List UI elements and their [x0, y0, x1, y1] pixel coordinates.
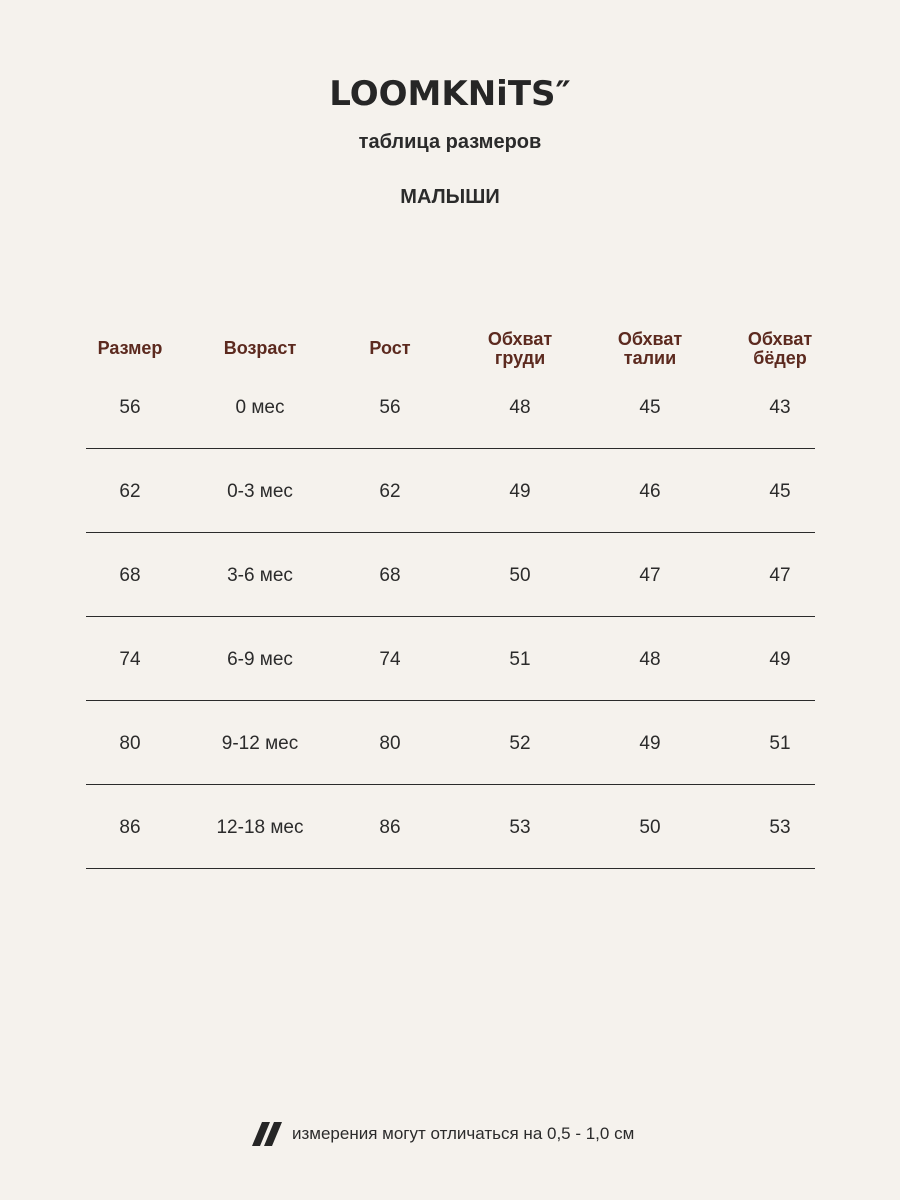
row-divider: [86, 700, 815, 701]
header-size-label: Размер: [97, 338, 163, 358]
cell-age: 0 мес: [235, 397, 285, 418]
header-height-label: Рост: [369, 338, 411, 358]
header-chest-line2: груди: [494, 348, 546, 368]
cell-size: 68: [119, 565, 141, 586]
header-age-label: Возраст: [223, 338, 297, 358]
cell-chest: 49: [509, 481, 531, 502]
row-divider: [86, 448, 815, 449]
table-row: [0, 397, 900, 481]
header-hips-line1: Обхват: [747, 329, 813, 349]
cell-height: 68: [379, 565, 401, 586]
cell-age: 9-12 мес: [221, 733, 299, 754]
row-divider: [86, 616, 815, 617]
header-waist-line1: Обхват: [617, 329, 683, 349]
cell-chest: 48: [509, 397, 531, 418]
cell-age: 12-18 мес: [216, 817, 304, 838]
cell-chest: 51: [509, 649, 531, 670]
row-divider: [86, 868, 815, 869]
double-slash-icon: [250, 1120, 284, 1148]
table-row: [0, 733, 900, 817]
header-chest-line1: Обхват: [487, 329, 553, 349]
cell-height: 62: [379, 481, 401, 502]
table-row: [0, 565, 900, 649]
cell-hips: 43: [769, 397, 791, 418]
cell-hips: 51: [769, 733, 791, 754]
cell-hips: 53: [769, 817, 791, 838]
cell-hips: 49: [769, 649, 791, 670]
cell-height: 56: [379, 397, 401, 418]
cell-waist: 49: [639, 733, 661, 754]
cell-size: 62: [119, 481, 141, 502]
cell-hips: 45: [769, 481, 791, 502]
table-row: [0, 817, 900, 901]
table-row: [0, 481, 900, 565]
cell-size: 74: [119, 649, 141, 670]
cell-height: 80: [379, 733, 401, 754]
cell-waist: 47: [639, 565, 661, 586]
footer-text: измерения могут отличаться на 0,5 - 1,0 см: [292, 1124, 635, 1143]
header-size: [70, 339, 190, 358]
brand-logo: LOOMKNiTS″: [329, 74, 571, 114]
header-chest: [460, 330, 580, 368]
cell-age: 0-3 мес: [227, 481, 293, 502]
row-divider: [86, 784, 815, 785]
cell-waist: 46: [639, 481, 661, 502]
header-hips: [720, 330, 840, 368]
header-hips-line2: бёдер: [753, 348, 807, 368]
page-subtitle: таблица размеров: [358, 131, 542, 153]
cell-size: 86: [119, 817, 141, 838]
cell-size: 56: [119, 397, 141, 418]
cell-waist: 48: [639, 649, 661, 670]
cell-chest: 50: [509, 565, 531, 586]
table-row: [0, 649, 900, 733]
cell-chest: 52: [509, 733, 531, 754]
cell-waist: 50: [639, 817, 661, 838]
footer-note: [0, 1120, 900, 1150]
cell-size: 80: [119, 733, 141, 754]
cell-chest: 53: [509, 817, 531, 838]
cell-age: 3-6 мес: [227, 565, 293, 586]
header-waist: [590, 330, 710, 368]
cell-waist: 45: [639, 397, 661, 418]
header-height: [330, 339, 450, 358]
header-age: [200, 339, 320, 358]
cell-height: 74: [379, 649, 401, 670]
header-waist-line2: талии: [623, 348, 677, 368]
cell-hips: 47: [769, 565, 791, 586]
section-title: МАЛЫШИ: [400, 186, 500, 208]
cell-height: 86: [379, 817, 401, 838]
cell-age: 6-9 мес: [227, 649, 293, 670]
row-divider: [86, 532, 815, 533]
